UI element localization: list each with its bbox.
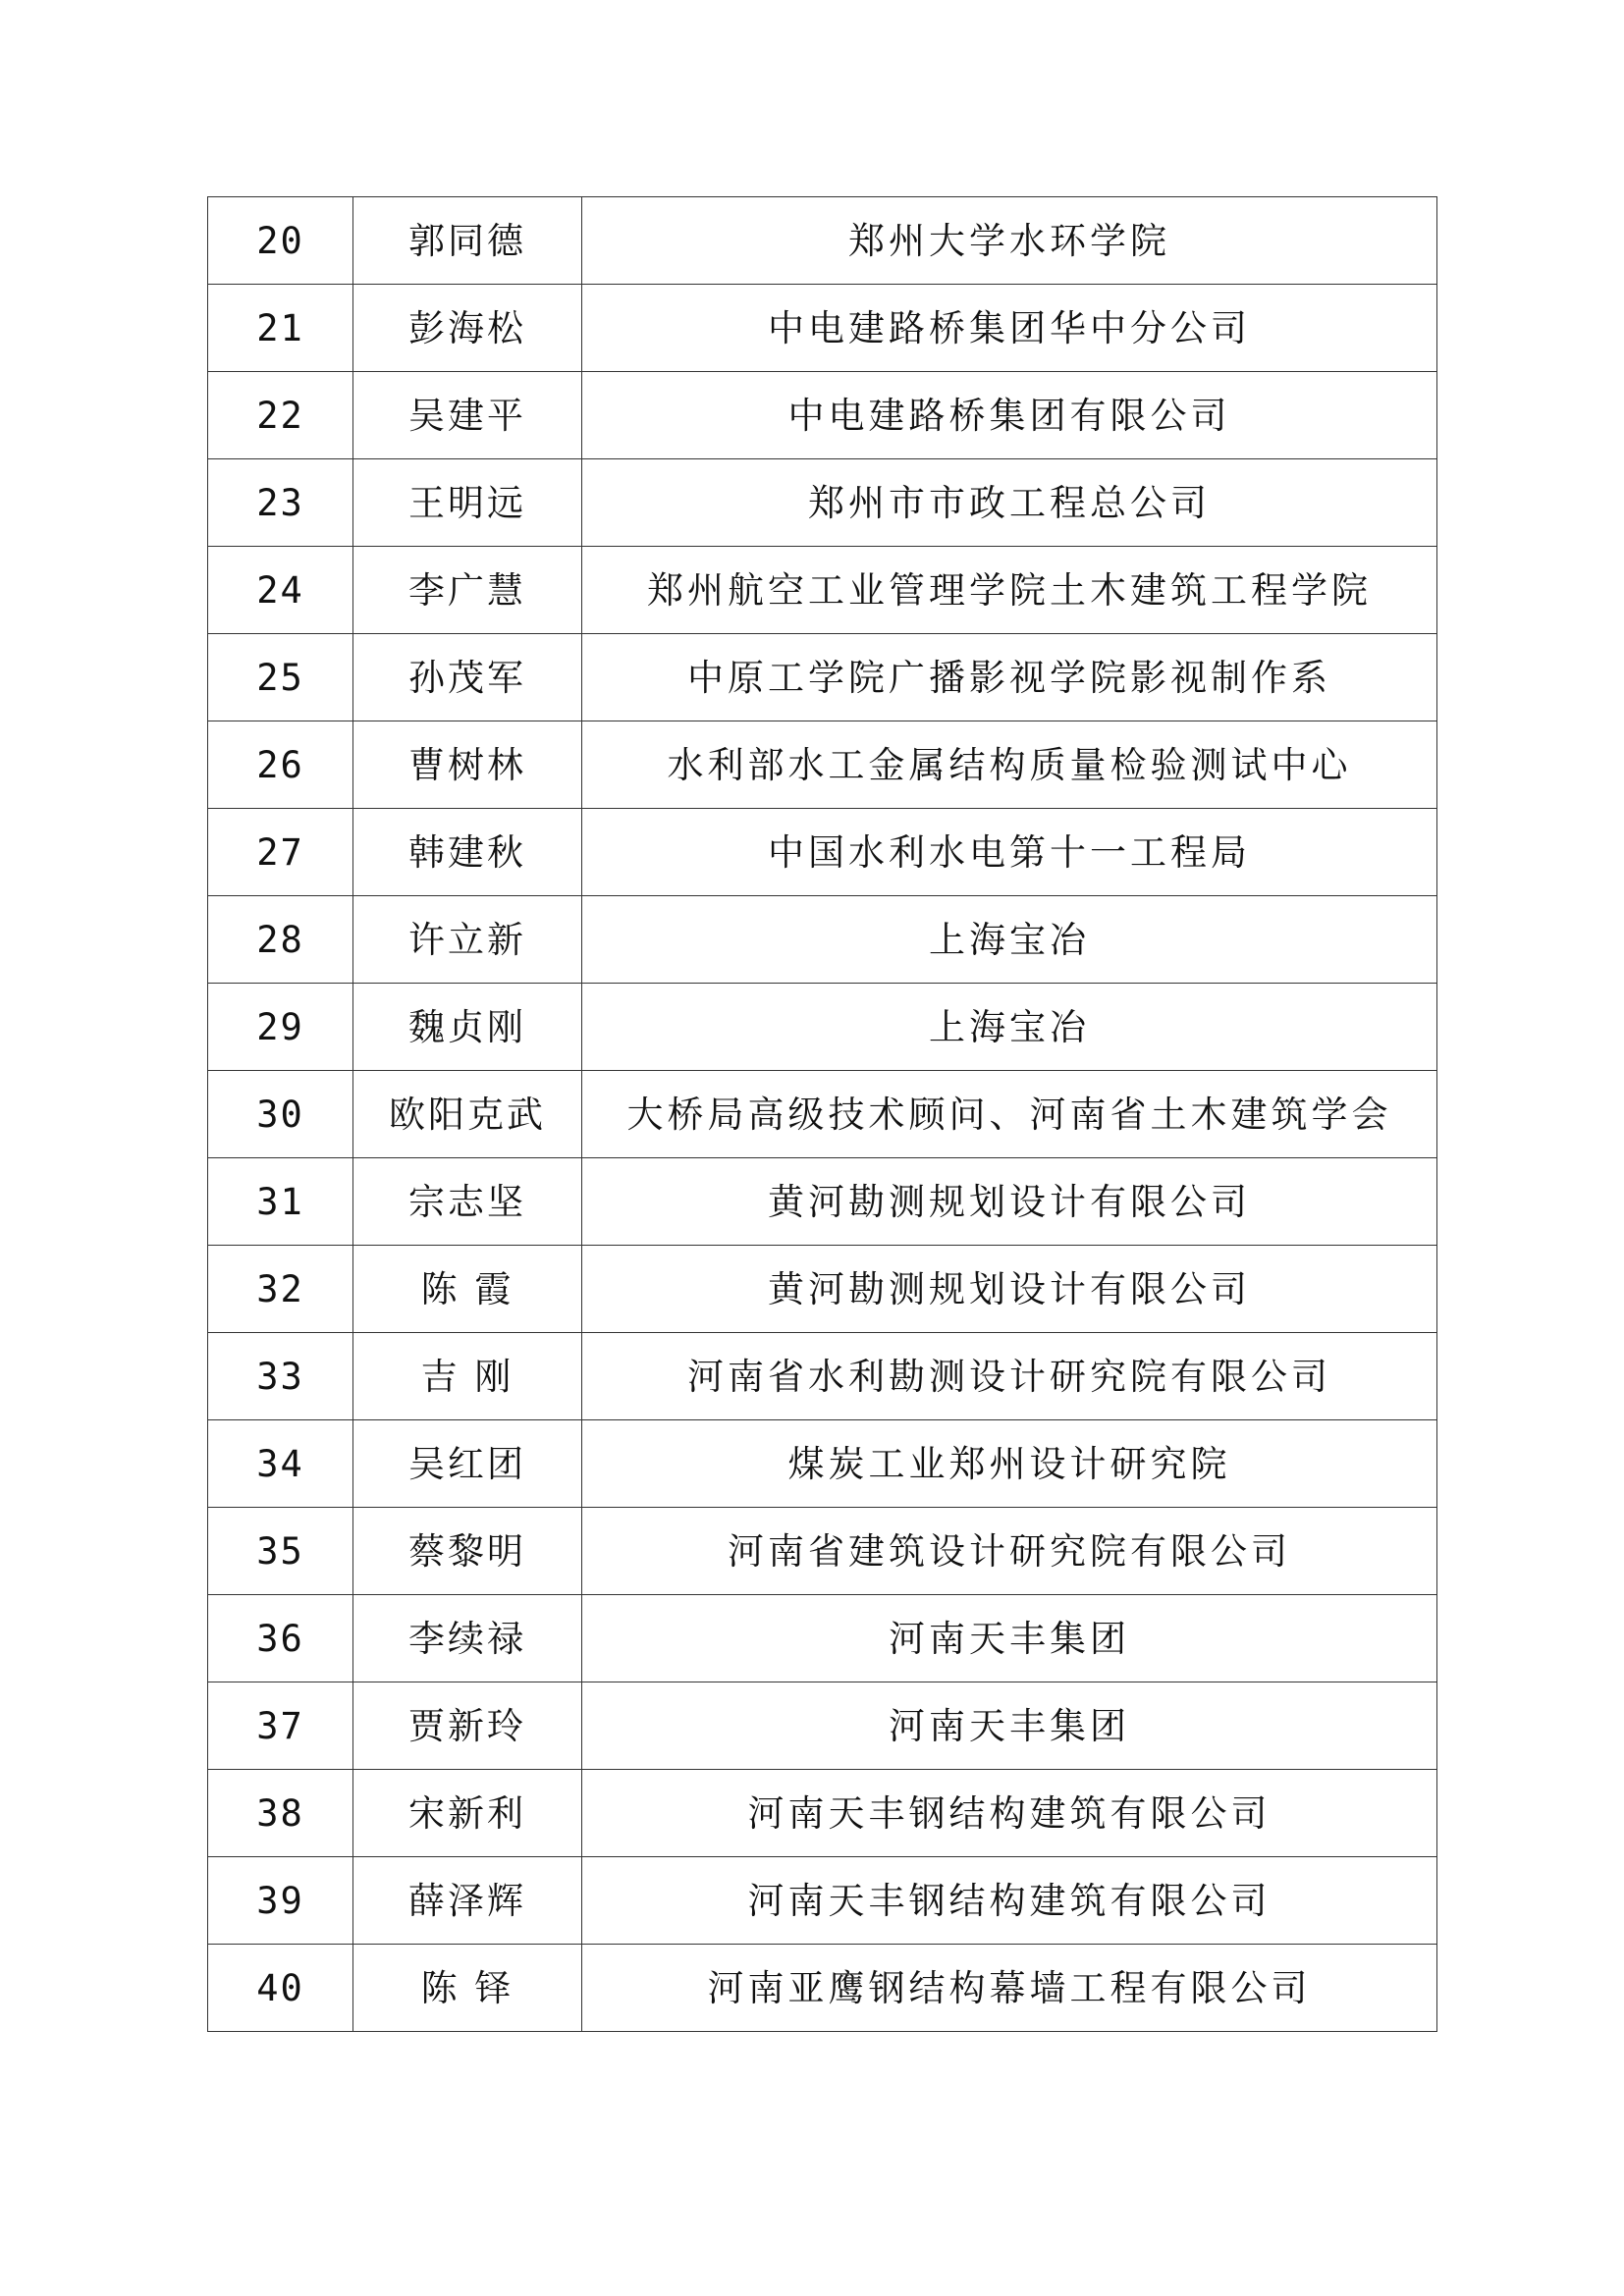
table-row (208, 1945, 1437, 2032)
member-organization: 郑州市市政工程总公司 (582, 459, 1437, 547)
row-number: 29 (208, 984, 353, 1071)
member-name: 吴红团 (353, 1420, 582, 1508)
table-row (208, 721, 1437, 809)
member-organization: 郑州航空工业管理学院土木建筑工程学院 (582, 547, 1437, 634)
member-name: 李续禄 (353, 1595, 582, 1682)
row-number: 33 (208, 1333, 353, 1420)
member-name: 韩建秋 (353, 809, 582, 896)
member-name: 魏贞刚 (353, 984, 582, 1071)
member-organization: 郑州大学水环学院 (582, 197, 1437, 285)
table-row (208, 372, 1437, 459)
row-number: 30 (208, 1071, 353, 1158)
row-number: 23 (208, 459, 353, 547)
table-row (208, 1682, 1437, 1770)
member-organization: 煤炭工业郑州设计研究院 (582, 1420, 1437, 1508)
table-row (208, 459, 1437, 547)
row-number: 36 (208, 1595, 353, 1682)
member-name: 李广慧 (353, 547, 582, 634)
table-row (208, 1595, 1437, 1682)
member-name: 王明远 (353, 459, 582, 547)
member-table (207, 196, 1437, 2032)
row-number: 25 (208, 634, 353, 721)
member-organization: 黄河勘测规划设计有限公司 (582, 1246, 1437, 1333)
row-number: 37 (208, 1682, 353, 1770)
member-name: 吉 刚 (353, 1333, 582, 1420)
row-number: 27 (208, 809, 353, 896)
row-number: 26 (208, 721, 353, 809)
row-number: 38 (208, 1770, 353, 1857)
table-row (208, 896, 1437, 984)
table-row (208, 1508, 1437, 1595)
member-name: 贾新玲 (353, 1682, 582, 1770)
row-number: 32 (208, 1246, 353, 1333)
member-organization: 河南亚鹰钢结构幕墙工程有限公司 (582, 1945, 1437, 2032)
table-row (208, 1857, 1437, 1945)
member-name: 宋新利 (353, 1770, 582, 1857)
member-organization: 河南天丰钢结构建筑有限公司 (582, 1857, 1437, 1945)
table-row (208, 1333, 1437, 1420)
member-organization: 黄河勘测规划设计有限公司 (582, 1158, 1437, 1246)
table-row (208, 1158, 1437, 1246)
member-organization: 河南省水利勘测设计研究院有限公司 (582, 1333, 1437, 1420)
member-name: 陈 铎 (353, 1945, 582, 2032)
row-number: 24 (208, 547, 353, 634)
row-number: 31 (208, 1158, 353, 1246)
member-organization: 中国水利水电第十一工程局 (582, 809, 1437, 896)
member-name: 曹树林 (353, 721, 582, 809)
table-row (208, 809, 1437, 896)
member-organization: 中电建路桥集团有限公司 (582, 372, 1437, 459)
member-name: 欧阳克武 (353, 1071, 582, 1158)
member-organization: 中电建路桥集团华中分公司 (582, 285, 1437, 372)
table-row (208, 984, 1437, 1071)
member-table-body (208, 197, 1437, 2032)
member-name: 孙茂军 (353, 634, 582, 721)
table-row (208, 285, 1437, 372)
table-row (208, 197, 1437, 285)
member-name: 郭同德 (353, 197, 582, 285)
member-organization: 河南省建筑设计研究院有限公司 (582, 1508, 1437, 1595)
member-name: 蔡黎明 (353, 1508, 582, 1595)
member-organization: 上海宝冶 (582, 984, 1437, 1071)
member-organization: 水利部水工金属结构质量检验测试中心 (582, 721, 1437, 809)
member-organization: 河南天丰钢结构建筑有限公司 (582, 1770, 1437, 1857)
member-organization: 河南天丰集团 (582, 1682, 1437, 1770)
member-name: 彭海松 (353, 285, 582, 372)
table-row (208, 1770, 1437, 1857)
row-number: 35 (208, 1508, 353, 1595)
row-number: 28 (208, 896, 353, 984)
row-number: 22 (208, 372, 353, 459)
member-name: 薛泽辉 (353, 1857, 582, 1945)
row-number: 34 (208, 1420, 353, 1508)
member-organization: 河南天丰集团 (582, 1595, 1437, 1682)
member-organization: 上海宝冶 (582, 896, 1437, 984)
member-name: 许立新 (353, 896, 582, 984)
member-name: 吴建平 (353, 372, 582, 459)
table-row (208, 634, 1437, 721)
member-organization: 大桥局高级技术顾问、河南省土木建筑学会 (582, 1071, 1437, 1158)
row-number: 21 (208, 285, 353, 372)
table-row (208, 1420, 1437, 1508)
member-name: 宗志坚 (353, 1158, 582, 1246)
member-organization: 中原工学院广播影视学院影视制作系 (582, 634, 1437, 721)
table-row (208, 1246, 1437, 1333)
member-name: 陈 霞 (353, 1246, 582, 1333)
table-row (208, 1071, 1437, 1158)
row-number: 20 (208, 197, 353, 285)
row-number: 40 (208, 1945, 353, 2032)
table-row (208, 547, 1437, 634)
row-number: 39 (208, 1857, 353, 1945)
